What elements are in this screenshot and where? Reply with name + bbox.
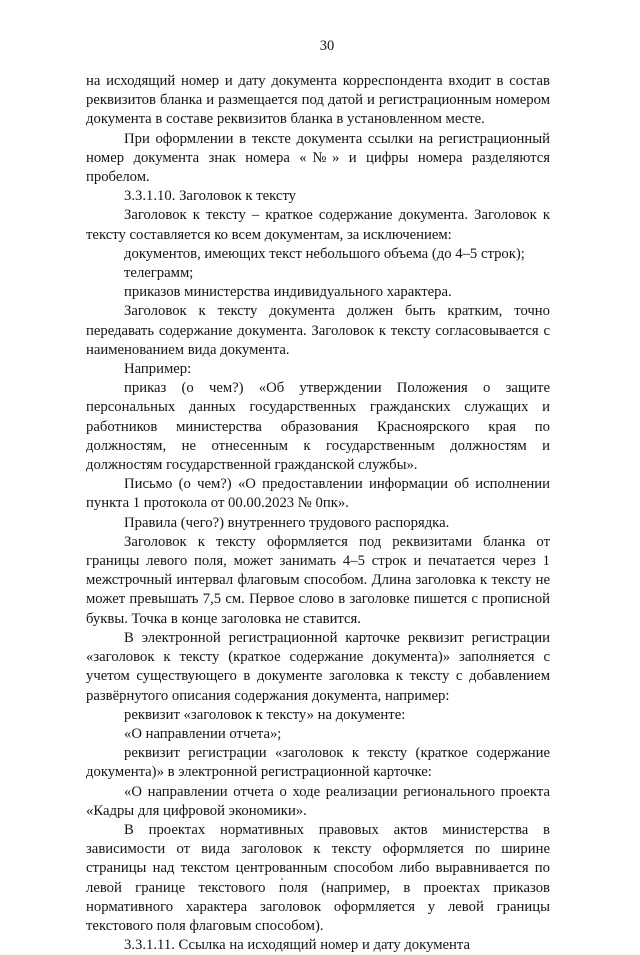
list-item: телеграмм; (124, 265, 194, 282)
paragraph: В проектах нормативных правовых актов министерства в зависимости от вида заголовок к тексту оформляется по ширине страницы над текстом центрованным способом либо выравнивается по левой границе текстового поля (например, в проектах приказов нормативного характера заголовок оформляется у левой границы текстового поля флаговым способом). (86, 821, 550, 934)
paragraph: Например: (124, 361, 192, 378)
list-item: документов, имеющих текст небольшого объема (до 4–5 строк); (124, 245, 525, 262)
paragraph: реквизит регистрации «заголовок к тексту (краткое содержание документа)» в электронной регистрационной карточке: (86, 745, 550, 781)
paragraph: на исходящий номер и дату документа корреспондента входит в состав реквизитов бланка и размещается под датой и регистрационным номером документа в составе реквизитов бланка в установленном месте. (86, 73, 550, 128)
paragraph: реквизит «заголовок к тексту» на документе: (124, 706, 406, 723)
section-heading: 3.3.1.11. Ссылка на исходящий номер и дату документа (124, 937, 471, 954)
paragraph: В электронной регистрационной карточке реквизит регистрации «заголовок к тексту (краткое содержание документа)» заполняется с учетом существующего в документе заголовка к тексту с добавлением развёрнутого описания содержания документа, например: (86, 629, 550, 704)
paragraph: «О направлении отчета о ходе реализации регионального проекта «Кадры для цифровой экономики». (86, 783, 550, 819)
list-item: приказов министерства индивидуального характера. (124, 284, 452, 301)
document-body (86, 72, 550, 955)
section-heading: 3.3.1.10. Заголовок к тексту (124, 188, 297, 205)
example-paragraph: Письмо (о чем?) «О предоставлении информации об исполнении пункта 1 протокола от 00.00.2023 № 0пк». (86, 476, 550, 512)
paragraph: Заголовок к тексту – краткое содержание документа. Заголовок к тексту составляется ко всем документам, за исключением: (86, 207, 550, 243)
example-paragraph: Правила (чего?) внутреннего трудового распорядка. (124, 514, 450, 531)
page-number: 30 (319, 38, 335, 54)
paragraph: «О направлении отчета»; (124, 725, 282, 742)
example-paragraph: приказ (о чем?) «Об утверждении Положения о защите персональных данных государственных гражданских служащих и работников министерства образования Красноярского края по должностям, не отнесенным к государственным должностям и должностям государственной гражданской службы». (86, 380, 550, 474)
paragraph: Заголовок к тексту оформляется под реквизитами бланка от границы левого поля, может занимать 4–5 строк и печатается через 1 межстрочный интервал флаговым способом. Длина заголовка к тексту не может превышать 7,5 см. Первое слово в заголовке пишется с прописной буквы. Точка в конце заголовка не ставится. (86, 533, 550, 627)
paragraph: Заголовок к тексту документа должен быть кратким, точно передавать содержание документа. Заголовок к тексту согласовывается с наименованием вида документа. (86, 303, 550, 358)
paragraph: При оформлении в тексте документа ссылки на регистрационный номер документа знак номера «№» и цифры номера разделяются пробелом. (86, 130, 550, 186)
scan-speck (281, 878, 283, 880)
